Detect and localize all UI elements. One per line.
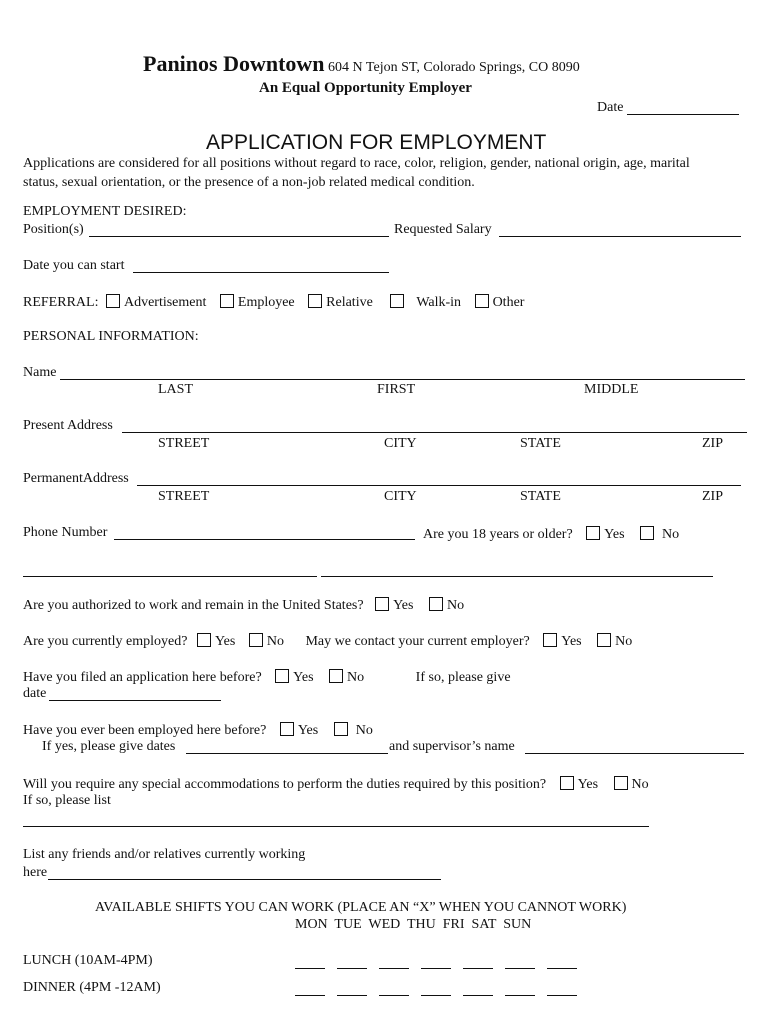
- lunch-fri-field[interactable]: [463, 958, 493, 969]
- accommodations-yes-label: Yes: [577, 777, 599, 792]
- permanent-state-caption: STATE: [520, 489, 561, 504]
- form-title: APPLICATION FOR EMPLOYMENT: [206, 131, 547, 154]
- filed-row: [23, 669, 511, 685]
- permanent-zip-caption: ZIP: [702, 489, 723, 504]
- name-last-caption: LAST: [158, 382, 193, 397]
- date-field[interactable]: [627, 114, 739, 115]
- filed-date-prompt: If so, please give: [415, 670, 511, 685]
- lunch-shift-blanks: [295, 958, 589, 973]
- contact-no-checkbox[interactable]: [597, 633, 611, 647]
- age-no-label: No: [662, 527, 680, 542]
- date-label: Date: [597, 100, 624, 115]
- authorized-yes-checkbox[interactable]: [375, 597, 389, 611]
- accommodations-field[interactable]: [23, 826, 649, 827]
- contact-yes-checkbox[interactable]: [543, 633, 557, 647]
- employed-before-yes-label: Yes: [297, 723, 319, 738]
- list-prompt: If so, please list: [23, 793, 111, 808]
- age-question: Are you 18 years or older?: [423, 527, 573, 542]
- dinner-fri-field[interactable]: [463, 985, 493, 996]
- filed-yes-label: Yes: [293, 670, 314, 685]
- age-no-checkbox[interactable]: [640, 526, 654, 540]
- dinner-shift-blanks: [295, 985, 589, 1000]
- phone-field[interactable]: [114, 539, 415, 540]
- age-question-row: [423, 526, 679, 542]
- present-city-caption: CITY: [384, 436, 417, 451]
- referral-employee-label: Employee: [237, 295, 295, 310]
- name-label: Name: [23, 365, 57, 380]
- referral-advertisement-label: Advertisement: [123, 295, 207, 310]
- name-field[interactable]: [60, 379, 745, 380]
- lunch-mon-field[interactable]: [295, 958, 325, 969]
- lunch-wed-field[interactable]: [379, 958, 409, 969]
- start-date-label: Date you can start: [23, 258, 125, 273]
- employment-heading: EMPLOYMENT DESIRED:: [23, 204, 187, 219]
- contact-yes-label: Yes: [561, 634, 582, 649]
- eoe-statement: An Equal Opportunity Employer: [259, 80, 472, 96]
- referral-walkin-checkbox[interactable]: [390, 294, 404, 308]
- lunch-thu-field[interactable]: [421, 958, 451, 969]
- lunch-shift-label: LUNCH (10AM-4PM): [23, 953, 153, 968]
- referral-advertisement-checkbox[interactable]: [106, 294, 120, 308]
- friends-label-2: here: [23, 865, 48, 880]
- employed-yes-label: Yes: [214, 634, 236, 649]
- employed-question: Are you currently employed?: [23, 634, 188, 649]
- permanent-address-label: PermanentAddress: [23, 471, 129, 486]
- dinner-thu-field[interactable]: [421, 985, 451, 996]
- supervisor-label: and supervisor’s name: [389, 739, 515, 754]
- filed-no-label: No: [347, 670, 365, 685]
- authorized-yes-label: Yes: [393, 598, 414, 613]
- present-street-caption: STREET: [158, 436, 210, 451]
- referral-other-label: Other: [492, 295, 525, 310]
- dinner-sun-field[interactable]: [547, 985, 577, 996]
- phone-label: Phone Number: [23, 525, 108, 540]
- referral-other-checkbox[interactable]: [475, 294, 489, 308]
- accommodations-no-label: No: [631, 777, 649, 792]
- dates-label: If yes, please give dates: [42, 739, 176, 754]
- present-address-label: Present Address: [23, 418, 113, 433]
- filed-no-checkbox[interactable]: [329, 669, 343, 683]
- blank-line-right[interactable]: [321, 576, 713, 577]
- employed-no-checkbox[interactable]: [249, 633, 263, 647]
- disclaimer-line-2: status, sexual orientation, or the presence of a non-job related medical condition.: [23, 175, 475, 190]
- age-yes-checkbox[interactable]: [586, 526, 600, 540]
- dinner-wed-field[interactable]: [379, 985, 409, 996]
- authorized-question: Are you authorized to work and remain in the United States?: [23, 598, 364, 613]
- shifts-heading: AVAILABLE SHIFTS YOU CAN WORK (PLACE AN “X” WHEN YOU CANNOT WORK): [95, 900, 627, 915]
- employed-before-no-label: No: [355, 723, 373, 738]
- start-date-field[interactable]: [133, 272, 389, 273]
- authorized-no-checkbox[interactable]: [429, 597, 443, 611]
- employed-before-no-checkbox[interactable]: [334, 722, 348, 736]
- referral-relative-checkbox[interactable]: [308, 294, 322, 308]
- friends-label-1: List any friends and/or relatives currently working: [23, 847, 306, 862]
- accommodations-no-checkbox[interactable]: [614, 776, 628, 790]
- employed-before-row: [23, 722, 373, 738]
- company-address: 604 N Tejon ST, Colorado Springs, CO 8090: [328, 60, 580, 75]
- employed-no-label: No: [266, 634, 284, 649]
- present-state-caption: STATE: [520, 436, 561, 451]
- dinner-tue-field[interactable]: [337, 985, 367, 996]
- lunch-sat-field[interactable]: [505, 958, 535, 969]
- permanent-street-caption: STREET: [158, 489, 210, 504]
- authorized-row: [23, 597, 464, 613]
- permanent-address-field[interactable]: [137, 485, 741, 486]
- lunch-sun-field[interactable]: [547, 958, 577, 969]
- salary-label: Requested Salary: [394, 222, 492, 237]
- contact-question: May we contact your current employer?: [305, 634, 530, 649]
- name-middle-caption: MIDDLE: [584, 382, 639, 397]
- name-first-caption: FIRST: [377, 382, 416, 397]
- present-zip-caption: ZIP: [702, 436, 723, 451]
- age-yes-label: Yes: [604, 527, 625, 542]
- referral-label: REFERRAL:: [23, 295, 99, 310]
- employed-before-yes-checkbox[interactable]: [280, 722, 294, 736]
- dinner-mon-field[interactable]: [295, 985, 325, 996]
- referral-row: [23, 294, 524, 310]
- friends-field[interactable]: [48, 879, 441, 880]
- dinner-shift-label: DINNER (4PM -12AM): [23, 980, 161, 995]
- dinner-sat-field[interactable]: [505, 985, 535, 996]
- company-name: Paninos Downtown: [143, 51, 325, 76]
- dates-field[interactable]: [186, 753, 388, 754]
- accommodations-yes-checkbox[interactable]: [560, 776, 574, 790]
- referral-relative-label: Relative: [326, 295, 373, 310]
- blank-line-left[interactable]: [23, 576, 317, 577]
- lunch-tue-field[interactable]: [337, 958, 367, 969]
- letterhead: [143, 53, 580, 75]
- filed-question: Have you filed an application here before?: [23, 670, 262, 685]
- shift-days-header: MON TUE WED THU FRI SAT SUN: [295, 917, 532, 932]
- position-label: Position(s): [23, 222, 84, 237]
- contact-no-label: No: [615, 634, 633, 649]
- authorized-no-label: No: [446, 598, 465, 613]
- present-address-field[interactable]: [122, 432, 747, 433]
- filed-date-field[interactable]: [49, 700, 221, 701]
- filed-yes-checkbox[interactable]: [275, 669, 289, 683]
- filed-date-word: date: [23, 686, 47, 701]
- accommodations-row: [23, 776, 649, 792]
- employed-row: [23, 633, 632, 649]
- supervisor-field[interactable]: [525, 753, 744, 754]
- salary-field[interactable]: [499, 236, 741, 237]
- accommodations-question: Will you require any special accommodations to perform the duties required by this position?: [23, 777, 547, 792]
- personal-heading: PERSONAL INFORMATION:: [23, 329, 199, 344]
- disclaimer-line-1: Applications are considered for all positions without regard to race, color, religion, gender, national origin, age, marital: [23, 156, 690, 171]
- position-field[interactable]: [89, 236, 389, 237]
- referral-employee-checkbox[interactable]: [220, 294, 234, 308]
- referral-walkin-label: Walk-in: [416, 295, 462, 310]
- permanent-city-caption: CITY: [384, 489, 417, 504]
- employed-before-question: Have you ever been employed here before?: [23, 723, 267, 738]
- employed-yes-checkbox[interactable]: [197, 633, 211, 647]
